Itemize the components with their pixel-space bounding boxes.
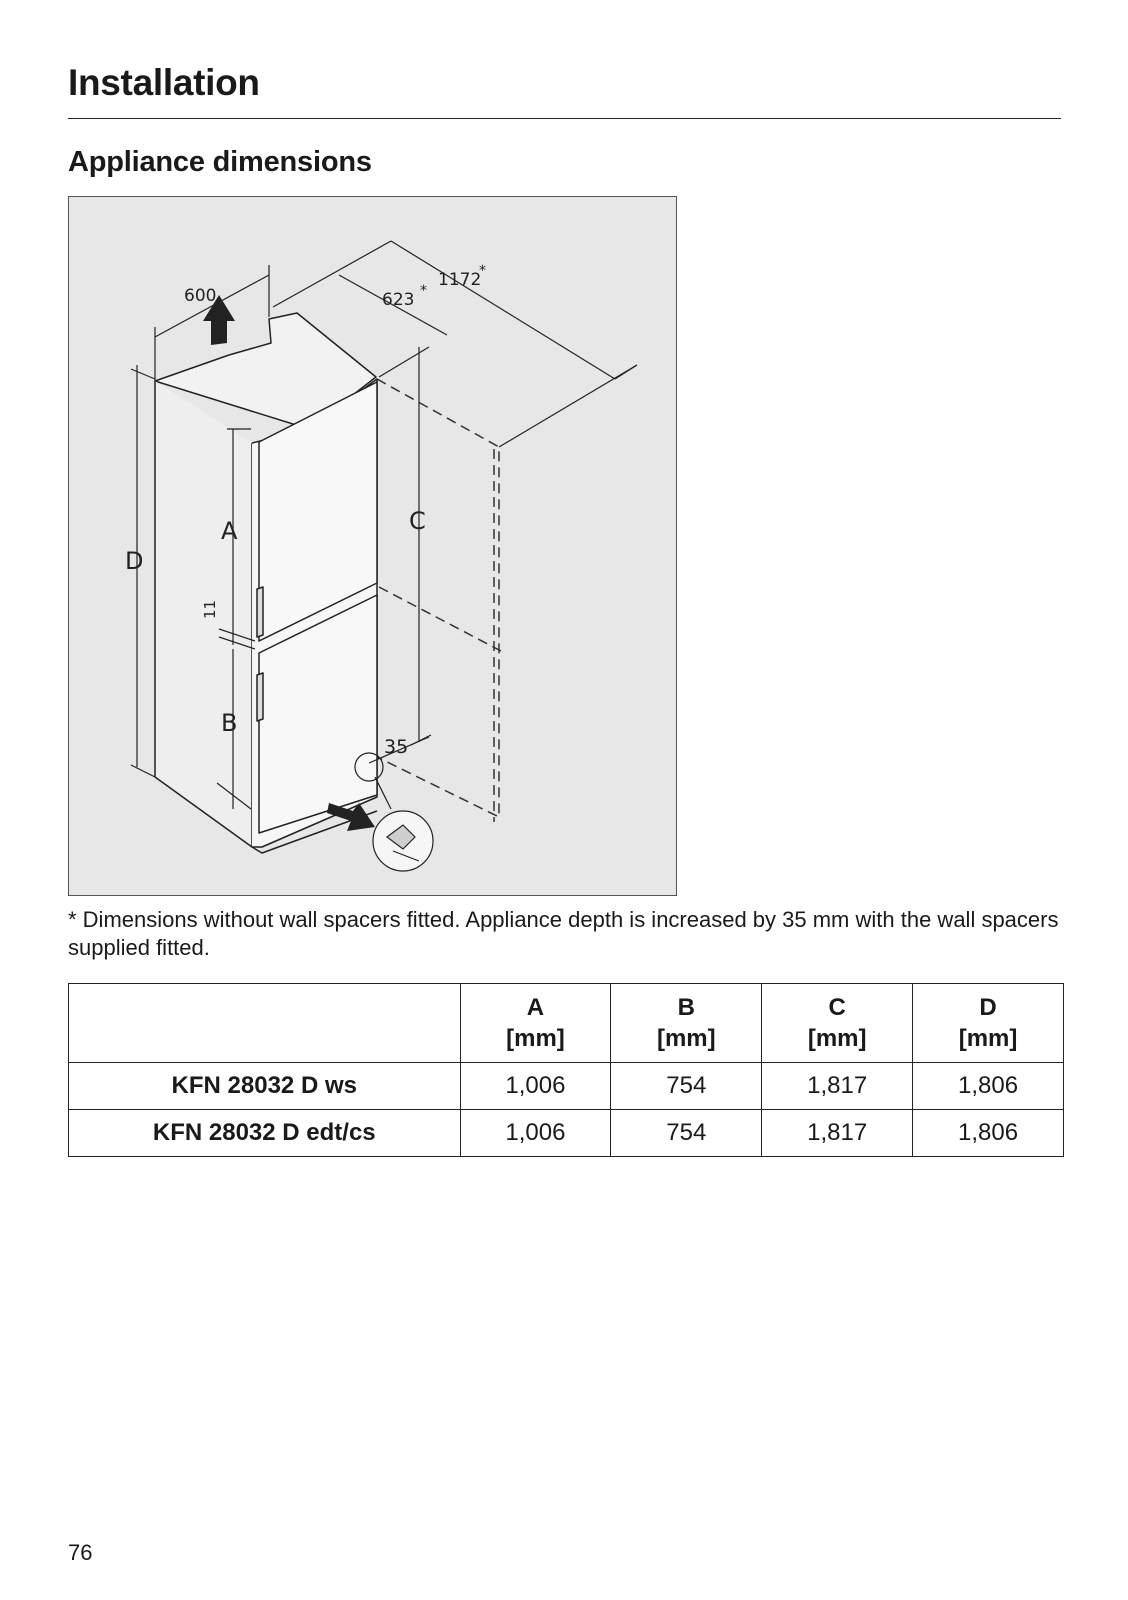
chapter-divider [68,118,1061,119]
dimension-letter-b: B [221,709,238,737]
value-cell-c: 1,817 [762,1110,913,1157]
value-cell-a: 1,006 [460,1110,611,1157]
table-row [69,1063,1064,1110]
dimensions-table [68,983,1064,1157]
value-cell-d: 1,806 [913,1110,1064,1157]
appliance-body [155,313,377,853]
value-cell-a: 1,006 [460,1063,611,1110]
column-header-a: A [mm] [460,984,611,1063]
dimension-letter-c: C [409,507,426,535]
chapter-title: Installation [68,62,260,103]
model-cell: KFN 28032 D ws [69,1063,461,1110]
door-open-depth-label: 1172 [438,270,482,290]
width-label: 600 [184,286,217,306]
depth-asterisk: * [420,283,427,299]
dimension-letter-d: D [125,547,144,575]
section-title: Appliance dimensions [68,146,372,178]
gap-label: 11 [201,599,219,619]
table-row [69,1110,1064,1157]
fridge-freezer-drawing [69,197,678,897]
table-header-row [69,984,1064,1063]
value-cell-b: 754 [611,1063,762,1110]
model-cell: KFN 28032 D edt/cs [69,1110,461,1157]
column-header-d: D [mm] [913,984,1064,1063]
page-number: 76 [68,1540,93,1565]
value-cell-c: 1,817 [762,1063,913,1110]
door-open-depth-asterisk: * [479,263,486,279]
column-header-b: B [mm] [611,984,762,1063]
value-cell-d: 1,806 [913,1063,1064,1110]
column-header-model [69,984,461,1063]
depth-label: 623 [382,290,415,310]
dimensions-footnote: * Dimensions without wall spacers fitted. Appliance depth is increased by 35 mm with the wall spacers supplied fitted. [68,907,1059,960]
dimension-letter-a: A [221,517,238,545]
spacer-label: 35 [384,736,409,758]
appliance-dimensions-figure [68,196,677,896]
column-header-c: C [mm] [762,984,913,1063]
value-cell-b: 754 [611,1110,762,1157]
